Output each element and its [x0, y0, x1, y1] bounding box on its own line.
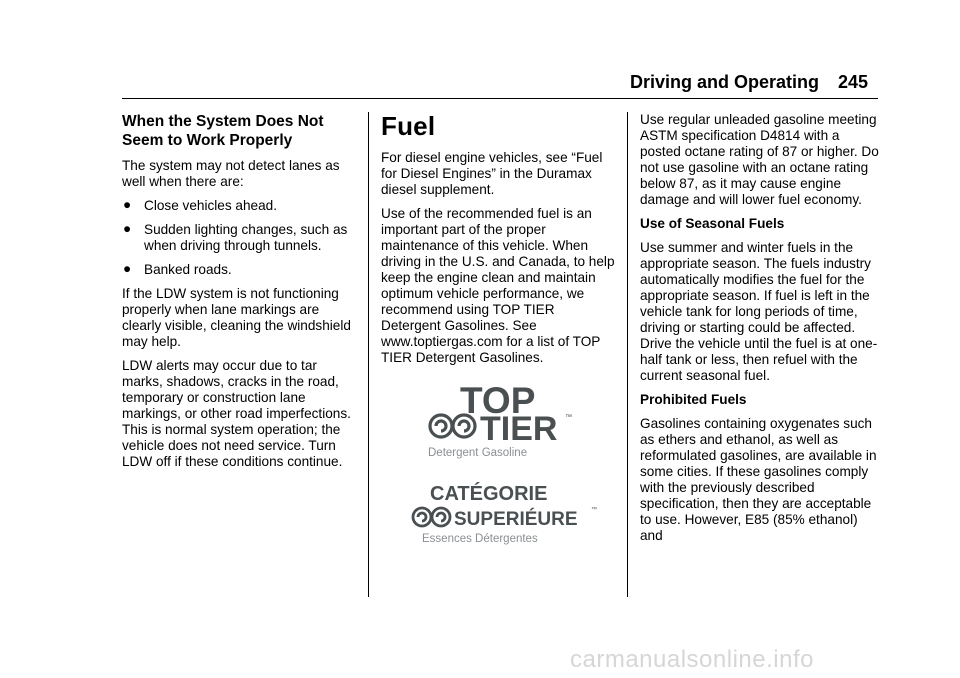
ldw-alerts-paragraph: LDW alerts may occur due to tar marks, shadows, cracks in the road, temporary or construction lane markings, or other road imperfections. This is normal system operation; the vehicle does not need service. Turn LDW off if these conditions continue.	[122, 358, 351, 469]
list-item: ● Close vehicles ahead.	[123, 197, 277, 213]
left-column	[122, 112, 358, 478]
bullet-icon: ●	[123, 221, 132, 236]
right-column	[640, 112, 880, 552]
watermark: carmanualsonline.info	[570, 646, 814, 673]
swirl-icon	[413, 508, 450, 526]
prohibited-fuels-paragraph: Gasolines containing oxygenates such as ethers and ethanol, as well as reformulated gasolines, are available in some cities. If these gasolines comply with the previously described specification, then they are acceptable to use. However, E85 (85% ethanol) and	[640, 416, 877, 543]
subheading-prohibited-fuels: Prohibited Fuels	[640, 392, 747, 407]
header-rule	[122, 98, 878, 99]
list-item: ● Banked roads.	[123, 261, 232, 277]
list-item: ● Sudden lighting changes, such as when driving through tunnels.	[123, 221, 348, 253]
ldw-cleaning-paragraph: If the LDW system is not functioning properly when lane markings are clearly visible, cleaning the windshield may help.	[122, 286, 351, 349]
section-heading-ldw: When the System Does Not Seem to Work Properly	[122, 113, 324, 149]
categorie-superieure-logo	[410, 478, 600, 548]
section-heading-fuel: Fuel	[381, 111, 436, 141]
logo-tagline: Essences Détergentes	[422, 533, 538, 545]
subheading-seasonal-fuels: Use of Seasonal Fuels	[640, 216, 785, 231]
page-number: 245	[838, 72, 869, 92]
fuel-recommendation-paragraph: Use of the recommended fuel is an important part of the proper maintenance of this vehicle. When driving in the U.S. and Canada, to help keep the engine clean and maintain optimum vehicle performance, we recommend using TOP TIER Detergent Gasolines. See www.toptiergas.com for a list of TOP TIER Detergent Gasolines.	[381, 206, 615, 365]
column-divider-1	[368, 112, 369, 597]
logo-tagline: Detergent Gasoline	[428, 447, 528, 459]
bullet-icon: ●	[123, 261, 132, 276]
fuel-diesel-paragraph: For diesel engine vehicles, see “Fuel for Diesel Engines” in the Duramax diesel supplement.	[381, 150, 603, 197]
bullet-icon: ●	[123, 197, 132, 212]
top-tier-logo	[424, 378, 574, 460]
fuel-octane-paragraph: Use regular unleaded gasoline meeting ASTM specification D4814 with a posted octane rating of 87 or higher. Do not use gasoline with an octane rating below 87, as it may cause engine damage and will lower fuel economy.	[640, 112, 879, 207]
trademark-mark: ™	[565, 414, 572, 421]
middle-column	[381, 112, 615, 374]
logo-categorie-text: CATÉGORIE	[430, 483, 548, 505]
running-header-title: Driving and Operating	[630, 72, 820, 92]
ldw-intro: The system may not detect lanes as well when there are:	[122, 158, 340, 189]
logo-tier-text: TIER	[480, 410, 558, 448]
seasonal-fuels-paragraph: Use summer and winter fuels in the appropriate season. The fuels industry automatically modifies the fuel for the appropriate season. If fuel is left in the vehicle tank for long periods of time, driving or starting could be affected. Drive the vehicle until the fuel is at one-half tank or less, then refuel with the current seasonal fuel.	[640, 240, 878, 383]
logo-top-text: TOP	[460, 380, 536, 421]
trademark-mark: ™	[591, 507, 597, 513]
column-divider-2	[627, 112, 628, 597]
logo-superieure-text: SUPERIÉURE	[454, 509, 578, 530]
